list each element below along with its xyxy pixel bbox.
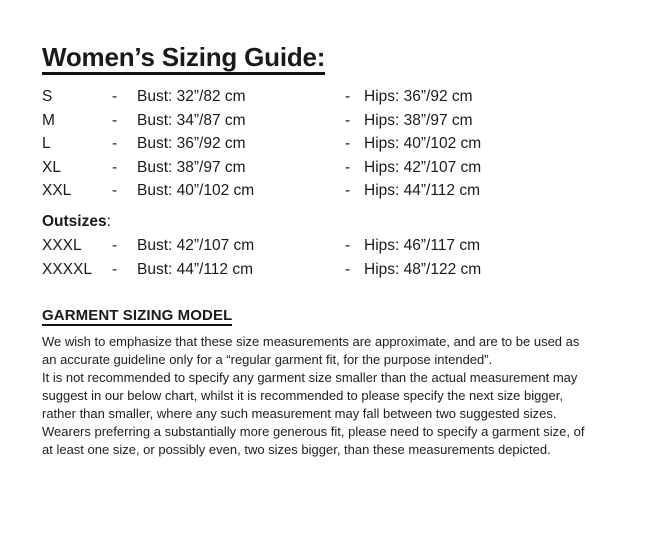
garment-sizing-model-section [42, 307, 663, 459]
paragraph: Wearers preferring a substantially more generous fit, please need to specify a garment size, of at least one size, or possibly even, two sizes bigger, than these measurements depicted. [42, 424, 585, 458]
row-separator-dash: - [112, 158, 118, 176]
size-label: XXL [42, 182, 72, 200]
bust-measurement: Bust: 44”/112 cm [137, 260, 254, 278]
hip-separator-dash: - [345, 88, 351, 106]
garment-sizing-model-body [42, 333, 590, 459]
hip-separator-dash: - [345, 135, 351, 153]
size-label: S [42, 88, 53, 106]
hip-separator-dash: - [345, 260, 351, 278]
outsizes-heading [42, 207, 481, 239]
size-label: XL [42, 158, 61, 176]
table-row [42, 238, 481, 262]
hips-measurement: Hips: 48”/122 cm [364, 260, 482, 278]
row-separator-dash: - [112, 260, 118, 278]
bust-measurement: Bust: 38”/97 cm [137, 158, 246, 176]
hip-separator-dash: - [345, 237, 351, 255]
row-separator-dash: - [112, 111, 118, 129]
size-label: XXXXL [42, 260, 92, 278]
hip-separator-dash: - [345, 182, 351, 200]
size-label: XXXL [42, 237, 82, 255]
hip-separator-dash: - [345, 158, 351, 176]
outsizes-label-colon: : [106, 212, 111, 230]
size-label: M [42, 111, 55, 129]
row-separator-dash: - [112, 88, 118, 106]
size-chart-table [42, 89, 481, 285]
bust-measurement: Bust: 32”/82 cm [137, 88, 246, 106]
table-row [42, 183, 481, 207]
table-row [42, 113, 481, 137]
hips-measurement: Hips: 42”/107 cm [364, 158, 482, 176]
table-row [42, 89, 481, 113]
paragraph: It is not recommended to specify any garment size smaller than the actual measurement may suggest in our below chart, whilst it is recommended to please specify the next size bigger, rather than smaller, where any such measurement may fall between two suggested sizes. [42, 370, 578, 422]
hips-measurement: Hips: 40”/102 cm [364, 135, 482, 153]
hips-measurement: Hips: 36”/92 cm [364, 88, 473, 106]
row-separator-dash: - [112, 237, 118, 255]
table-row [42, 160, 481, 184]
row-separator-dash: - [112, 182, 118, 200]
hips-measurement: Hips: 46”/117 cm [364, 237, 481, 255]
bust-measurement: Bust: 36”/92 cm [137, 135, 246, 153]
size-label: L [42, 135, 51, 153]
bust-measurement: Bust: 42”/107 cm [137, 237, 255, 255]
paragraph: We wish to emphasize that these size measurements are approximate, and are to be used as an accurate guideline only for a “regular garment fit, for the purpose intended”. [42, 334, 580, 368]
row-separator-dash: - [112, 135, 118, 153]
hip-separator-dash: - [345, 111, 351, 129]
bust-measurement: Bust: 34”/87 cm [137, 111, 246, 129]
table-row [42, 262, 481, 286]
bust-measurement: Bust: 40”/102 cm [137, 182, 255, 200]
hips-measurement: Hips: 44”/112 cm [364, 182, 481, 200]
page-title: Women’s Sizing Guide: [42, 44, 325, 75]
table-row [42, 136, 481, 160]
outsizes-heading-row [42, 207, 481, 239]
outsizes-label-text: Outsizes [42, 212, 107, 230]
hips-measurement: Hips: 38”/97 cm [364, 111, 473, 129]
garment-sizing-model-heading: GARMENT SIZING MODEL [42, 307, 233, 325]
